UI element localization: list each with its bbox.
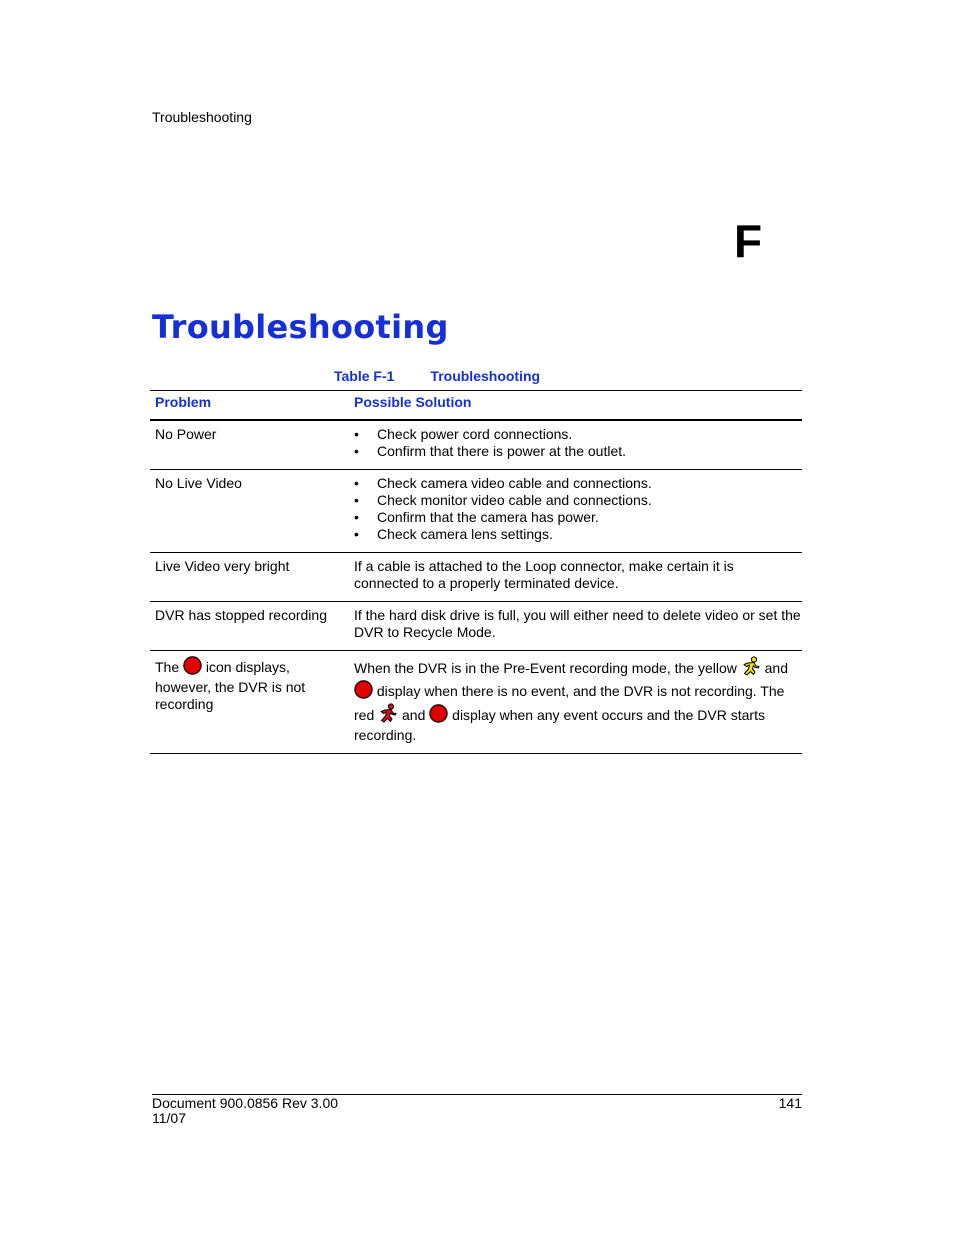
- problem-cell: The icon displays, however, the DVR is not recording: [150, 651, 350, 754]
- header-section-label: Troubleshooting: [152, 109, 252, 125]
- footer-date: 11/07: [152, 1110, 186, 1126]
- solution-cell: If a cable is attached to the Loop connector, make certain it is connected to a properly terminated device.: [350, 553, 802, 602]
- list-item: • Check power cord connections.: [354, 426, 801, 443]
- solution-cell: [350, 470, 802, 553]
- list-item: • Check camera lens settings.: [354, 526, 801, 543]
- running-figure-icon: [741, 656, 761, 680]
- problem-cell: DVR has stopped recording: [150, 602, 350, 651]
- problem-cell: Live Video very bright: [150, 553, 350, 602]
- solution-bullet-list: [354, 475, 801, 543]
- table-row: [150, 602, 802, 651]
- problem-cell: No Live Video: [150, 470, 350, 553]
- table-row: [150, 553, 802, 602]
- record-icon: [354, 680, 373, 703]
- solution-cell: If the hard disk drive is full, you will either need to delete video or set the DVR to Recycle Mode.: [350, 602, 802, 651]
- record-icon: [183, 656, 202, 679]
- list-item: • Confirm that the camera has power.: [354, 509, 801, 526]
- table-row: [150, 470, 802, 553]
- footer-page-number: 141: [778, 1095, 802, 1111]
- table-header-row: [150, 391, 802, 421]
- list-item: • Check monitor video cable and connections.: [354, 492, 801, 509]
- table-row: [150, 420, 802, 470]
- page-title: Troubleshooting: [152, 308, 449, 346]
- footer-document-number: Document 900.0856 Rev 3.00: [152, 1095, 339, 1111]
- table-caption: [334, 368, 540, 384]
- solution-cell: [350, 420, 802, 470]
- table-caption-title: Troubleshooting: [430, 368, 541, 384]
- solution-bullet-list: [354, 426, 801, 460]
- column-header-solution: Possible Solution: [350, 391, 802, 421]
- solution-cell: When the DVR is in the Pre-Event recording mode, the yellow and display when there is no event, and the DVR is not recording. The red and display when any event occurs and the DVR starts recording.: [350, 651, 802, 754]
- column-header-problem: Problem: [150, 391, 350, 421]
- list-item: • Check camera video cable and connections.: [354, 475, 801, 492]
- list-item: • Confirm that there is power at the outlet.: [354, 443, 801, 460]
- record-icon: [429, 704, 448, 727]
- troubleshooting-table: [150, 390, 802, 754]
- table-row: [150, 651, 802, 754]
- table-caption-number: Table F-1: [334, 368, 395, 384]
- footer-document-info: [152, 1096, 338, 1126]
- problem-cell: No Power: [150, 420, 350, 470]
- running-figure-icon: [378, 703, 398, 727]
- chapter-letter: F: [734, 215, 763, 267]
